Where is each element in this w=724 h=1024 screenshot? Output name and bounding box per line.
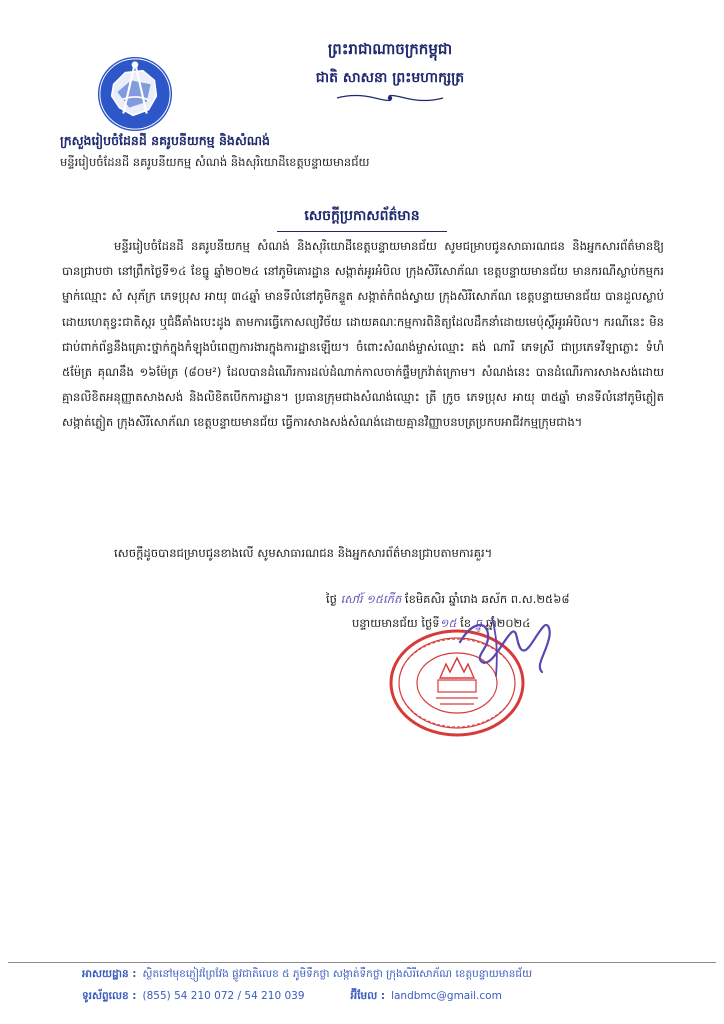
place-date-prefix: បន្ទាយមានជ័យ ថ្ងៃទី (352, 616, 440, 630)
document-title (0, 206, 724, 232)
closing-statement: សេចក្ដីដូចបានជម្រាបជូនខាងលើ សូមសាធារណជន និងអ្នកសារព័ត៌មានជ្រាបតាមការគួរ។ (114, 546, 493, 560)
announcement-body (62, 234, 664, 436)
phone-label: ទូរស័ព្ទលេខ : (82, 990, 137, 1002)
announcement-body-text: មន្ទីររៀបចំដែនដី នគរូបនីយកម្ម សំណង់ និងសុរិយោដីខេត្តបន្ទាយមានជ័យ សូមជម្រាបជូនសាធារណជន និងអ្នកសារព័ត៌មានឱ្យបានជ្រាបថា នៅព្រឹកថ្ងៃទី១៤ ខែធ្នូ ឆ្នាំ២០២៤ នៅភូមិគោរដ្ឋាន សង្កាត់អូរអំបិល ក្រុងសិរីសោភ័ណ ខេត្តបន្ទាយមានជ័យ មានករណីស្លាប់កម្មករម្នាក់ឈ្មោះ សំ សុភ័ក្រ ភេទប្រុស អាយុ ៣៤ឆ្នាំ មានទីលំនៅភូមិកន្ទួត សង្កាត់កំពង់ស្វាយ ក្រុងសិរីសោភ័ណ ខេត្តបន្ទាយមានជ័យ បានដួលស្លាប់ដោយហេតុខ្វះជាតិស្ករ ឬជំងឺគាំងបេះដូង តាមការធ្វើកោសល្យវិច័យ ដោយគណៈកម្មការពិនិត្យដែលដឹកនាំដោយមេប៉ុស្តិ៍អូរអំបិល។ ករណីនេះ មិនជាប់ពាក់ព័ន្ធនឹងគ្រោះថ្នាក់ក្នុងកំឡុងបំពេញការងារក្នុងការដ្ឋានឡើយ។ ចំពោះសំណង់ម្ចាស់ឈ្មោះ គង់ ណារី ភេទស្រី ជាប្រភេទវីឡាភ្លោះ ទំហំ ៥ម៉ែត្រ គុណនឹង ១៦ម៉ែត្រ (៨០ម²) ដែលបានដំណើរការដល់ដំណាក់កាលចាក់ផ្ទឹមក្រវ៉ាត់ក្រោម។ សំណង់នេះ បានដំណើរការសាងសង់ដោយគ្មានលិខិតអនុញ្ញាតសាងសង់ និងលិខិតបើកការដ្ឋាន។ ប្រធានក្រុមជាងសំណង់ឈ្មោះ ត្រី ក្រូច ភេទប្រុស អាយុ ៣៥ឆ្នាំ មានទីលំនៅភូមិភ្លៀត សង្កាត់ភ្លៀត ក្រុងសិរីសោភ័ណ ខេត្តបន្ទាយមានជ័យ ធ្វើការសាងសង់សំណង់ដោយគ្មានវិញ្ញាបនបត្រប្រកបអាជីវកម្មក្រុមជាង។ (62, 239, 664, 430)
footer-divider (8, 962, 716, 963)
ministry-name: ក្រសួងរៀបចំដែនដី នគរូបនីយកម្ម និងសំណង់ (60, 133, 270, 148)
place-date-day: ១៥ (439, 616, 457, 630)
title-underline (277, 231, 447, 232)
ornament-divider-icon (335, 93, 445, 103)
footer-address-row (82, 968, 682, 983)
lunar-date-prefix: ថ្ងៃ (326, 592, 337, 606)
place-date-month: ធ្នូ (474, 616, 483, 630)
phone-value: (855) 54 210 072 / 54 210 039 (142, 990, 305, 1002)
footer-contact-row (82, 990, 682, 1005)
handwritten-signature-icon (452, 612, 562, 682)
department-name: មន្ទីររៀបចំដែនដី នគរូបនីយកម្ម សំណង់ និងសុរិយោដីខេត្តបន្ទាយមានជ័យ (60, 155, 370, 169)
lunar-date (326, 592, 666, 609)
place-date-month-label: ខែ (460, 616, 472, 630)
lunar-date-handwritten: សៅរ៍ ១៥កើត (340, 592, 402, 606)
address-label: អាសយដ្ឋាន : (82, 968, 137, 980)
kingdom-title: ព្រះរាជាណាចក្រកម្ពុជា (327, 40, 453, 58)
email-value[interactable]: landbmc@gmail.com (391, 990, 502, 1002)
place-date-year: ឆ្នាំ២០២៤ (485, 616, 531, 630)
ministry-logo-icon (96, 55, 174, 133)
document-title-text: សេចក្ដីប្រកាសព័ត៌មាន (304, 208, 420, 224)
kingdom-header (240, 40, 540, 103)
address-value: ស្ថិតនៅមុខភ្ញៀវព្រៃវែង ផ្លូវជាតិលេខ ៥ ភូមិទឹកថ្លា សង្កាត់ទឹកថ្លា ក្រុងសិរីសោភ័ណ ខេត្តបន្ទាយមានជ័យ (142, 968, 533, 980)
footer (82, 968, 682, 1012)
email-label: អ៊ីមែល : (350, 990, 386, 1002)
national-motto: ជាតិ សាសនា ព្រះមហាក្សត្រ (315, 70, 465, 86)
contact-spacer (311, 990, 345, 1005)
lunar-date-suffix: ខែមិគសិរ ឆ្នាំរោង ឆស័ក ព.ស.២៥៦៨ (404, 592, 570, 606)
